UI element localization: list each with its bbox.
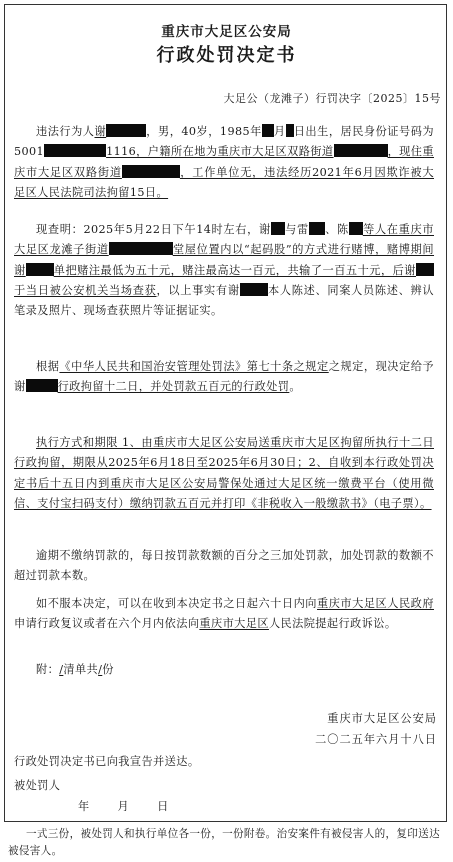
redaction-block: [44, 144, 106, 157]
receipt-date-line: 年 月 日: [78, 800, 169, 813]
attachment-line: 附：/清单共/份: [36, 663, 114, 676]
redaction-block: [334, 144, 368, 157]
redaction-block: [240, 283, 268, 296]
redaction-block: [26, 263, 54, 276]
redaction-block: [368, 144, 388, 157]
receipt-signer-label: 被处罚人: [14, 779, 61, 792]
redaction-block: [416, 263, 434, 276]
redaction-block: [286, 124, 294, 137]
facts-paragraph: 现查明：2025年5月22日下午14时左右，谢 与雷 、陈 等人在重庆市大足区龙滩子街道 堂屋位置内以“起码股”的方式进行赌博，赌博期间谢 单把赌注最低为五十元，赌注最高达一百元，共输了一百五十元，后谢于当日被公安机关当场查获，以上事实有谢 本人陈述、同案人员陈述、辨认笔录及照片、现场查获照片等证据证实。: [14, 223, 435, 318]
signature-agency: 重庆市大足区公安局: [327, 712, 437, 725]
redaction-block: [271, 222, 285, 235]
document-number: 大足公（龙滩子）行罚决字〔2025〕15号: [223, 92, 441, 105]
redaction-block: [309, 222, 325, 235]
appeal-paragraph: 如不服本决定，可以在收到本决定书之日起六十日内向重庆市大足区人民政府申请行政复议或者在六个月内依法向重庆市大足区人民法院提起行政诉讼。: [14, 597, 434, 631]
redaction-block: [262, 124, 274, 137]
offender-paragraph: 违法行为人谢 ，男，40岁，1985年 月 日出生，居民身份证号码为5001 1116，户籍所在地为重庆市大足区双路街道 ，现住重庆市大足区双路街道 ，工作单位无，违法经历2021年6月因欺诈被大足区人民法院司法拘留15日。: [14, 125, 434, 199]
signature-date: 二〇二五年六月十八日: [315, 733, 437, 746]
redaction-block: [106, 124, 146, 137]
footnote: 一式三份，被处罚人和执行单位各一份，一份附卷。治安案件有被侵害人的，复印送达被侵害人。: [8, 828, 440, 857]
overdue-paragraph: 逾期不缴纳罚款的，每日按罚款数额的百分之三加处罚款，加处罚款的数额不超过罚款本数。: [14, 549, 434, 583]
redaction-block: [122, 165, 180, 178]
agency-heading: 重庆市大足区公安局: [161, 24, 292, 40]
document-title: 行政处罚决定书: [156, 45, 297, 66]
redaction-block: [26, 379, 58, 392]
receipt-statement: 行政处罚决定书已向我宣告并送达。: [14, 755, 200, 768]
redaction-block: [109, 242, 173, 255]
redaction-block: [349, 222, 363, 235]
decision-paragraph: 根据《中华人民共和国治安管理处罚法》第七十条之规定之规定，现决定给予谢 行政拘留十二日，并处罚款五百元的行政处罚。: [14, 360, 434, 394]
execution-paragraph: 执行方式和期限 1、由重庆市大足区公安局送重庆市大足区拘留所执行十二日行政拘留，期限从2025年6月18日至2025年6月30日；2、自收到本行政处罚决定书后十五日内到重庆市大足区公安局警保处通过大足区统一缴费平台（使用微信、支付宝扫码支付）缴纳罚款五百元并打印《非税收入一般缴款书》（电子票）。: [14, 436, 434, 510]
